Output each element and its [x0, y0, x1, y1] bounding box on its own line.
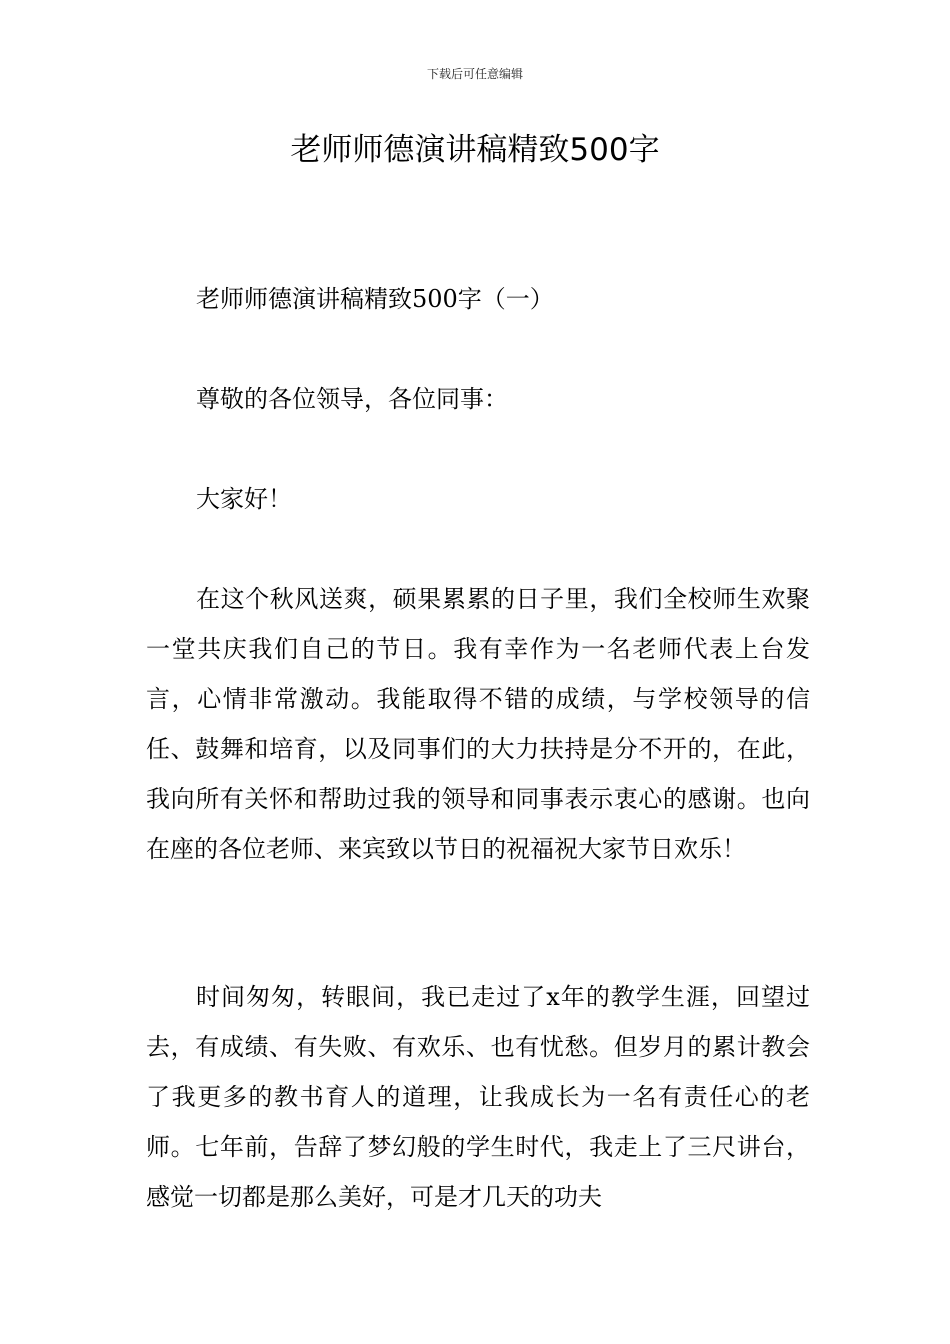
- document-subtitle: 老师师德演讲稿精致500字（一）: [196, 285, 554, 313]
- header-note: 下载后可任意编辑: [426, 67, 523, 81]
- greeting: 大家好！: [196, 485, 292, 513]
- paragraph-2: 时间匆匆，转眼间，我已走过了x年的教学生涯，回望过去，有成绩、有失败、有欢乐、也有忧愁。但岁月的累计教会了我更多的教书育人的道理，让我成长为一名有责任心的老师。七年前，告辞了梦幻般的学生时代，我走上了三尺讲台，感觉一切都是那么美好，可是才几天的功夫: [146, 983, 810, 1211]
- paragraph-1: 在这个秋风送爽，硕果累累的日子里，我们全校师生欢聚一堂共庆我们自己的节日。我有幸作为一名老师代表上台发言，心情非常激动。我能取得不错的成绩，与学校领导的信任、鼓舞和培育，以及同事们的大力扶持是分不开的，在此，我向所有关怀和帮助过我的领导和同事表示衷心的感谢。也向在座的各位老师、来宾致以节日的祝福祝大家节日欢乐！: [146, 585, 810, 863]
- document-title: 老师师德演讲稿精致500字: [290, 132, 660, 168]
- salutation: 尊敬的各位领导，各位同事：: [196, 385, 508, 413]
